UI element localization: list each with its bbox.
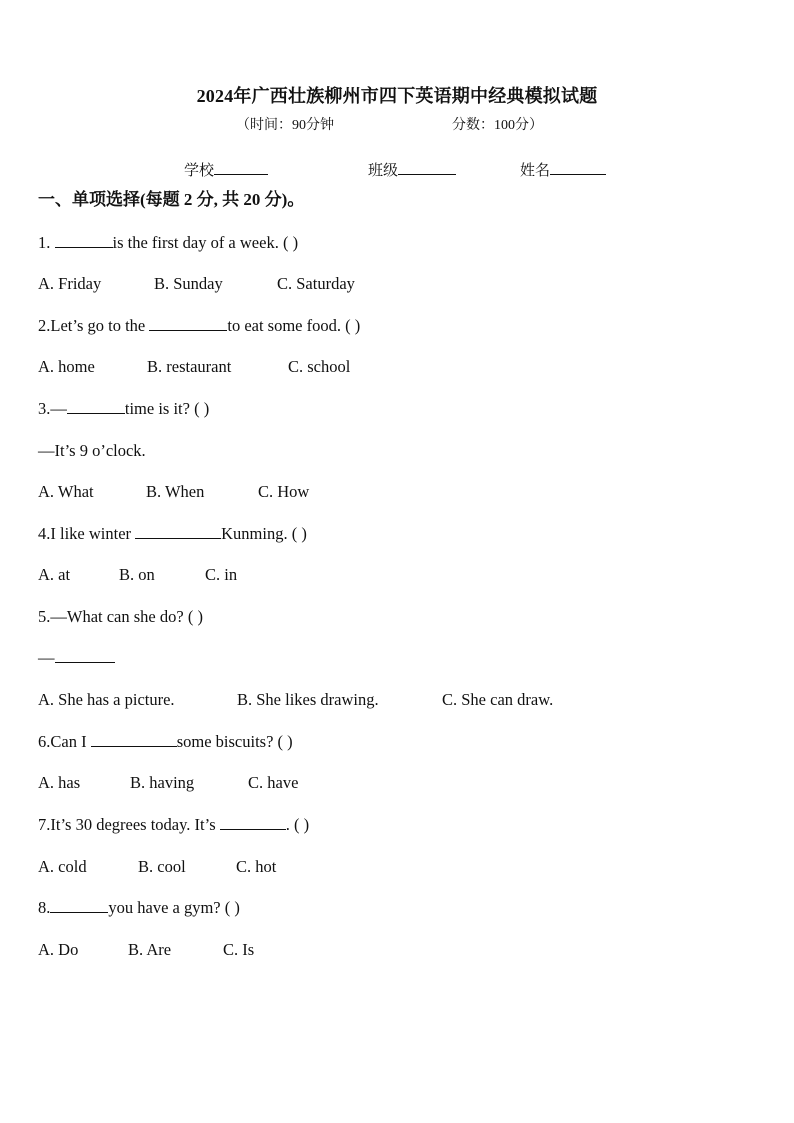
option-b[interactable]: B. on — [119, 565, 155, 584]
class-field — [368, 159, 456, 181]
question-4 — [38, 523, 307, 545]
question-text: time is it? ( ) — [124, 399, 210, 418]
question-6 — [38, 731, 293, 753]
option-b[interactable]: B. When — [146, 482, 205, 501]
option-a[interactable]: A. has — [38, 773, 81, 792]
exam-score: 分数：100分） — [452, 118, 543, 133]
reply-dash: — — [38, 648, 55, 667]
exam-time: （时间：90分钟 — [236, 118, 334, 133]
option-c[interactable]: C. She can draw. — [442, 690, 554, 709]
option-c[interactable]: C. Is — [223, 940, 255, 959]
question-text: . ( ) — [285, 815, 310, 834]
option-c[interactable]: C. hot — [236, 857, 277, 876]
question-text: 3.— — [38, 399, 67, 418]
question-text: is the first day of a week. ( ) — [112, 233, 299, 252]
option-b[interactable]: B. having — [130, 773, 195, 792]
question-8 — [38, 897, 240, 919]
class-label: 班级 — [368, 163, 399, 179]
option-c[interactable]: C. have — [248, 773, 299, 792]
school-label: 学校 — [184, 163, 215, 179]
school-blank[interactable] — [214, 159, 268, 175]
school-field — [184, 159, 268, 181]
answer-blank[interactable] — [91, 731, 177, 747]
answer-blank[interactable] — [67, 398, 125, 414]
question-text: Kunming. ( ) — [221, 524, 307, 543]
question-text: 7.It’s 30 degrees today. It’s — [38, 815, 216, 834]
section-heading: 一、单项选择(每题 2 分, 共 20 分)。 — [38, 190, 305, 209]
answer-blank[interactable] — [50, 897, 108, 913]
answer-blank[interactable] — [55, 647, 115, 663]
option-b[interactable]: B. restaurant — [147, 357, 232, 376]
question-text: 6.Can I — [38, 732, 87, 751]
question-7 — [38, 814, 309, 836]
option-a[interactable]: A. What — [38, 482, 94, 501]
question-5-reply — [38, 647, 115, 669]
option-c[interactable]: C. How — [258, 482, 310, 501]
option-b[interactable]: B. Are — [128, 940, 172, 959]
name-field — [520, 159, 606, 181]
answer-blank[interactable] — [220, 814, 286, 830]
question-text: 2.Let’s go to the — [38, 316, 146, 335]
option-b[interactable]: B. Sunday — [154, 274, 223, 293]
option-c[interactable]: C. Saturday — [277, 274, 355, 293]
question-text: to eat some food. ( ) — [227, 316, 361, 335]
option-a[interactable]: A. home — [38, 357, 95, 376]
option-c[interactable]: C. school — [288, 357, 351, 376]
option-a[interactable]: A. Friday — [38, 274, 102, 293]
question-text: you have a gym? ( ) — [108, 898, 240, 917]
question-text: some biscuits? ( ) — [176, 732, 293, 751]
answer-blank[interactable] — [149, 315, 227, 331]
answer-blank[interactable] — [135, 523, 221, 539]
question-text: 4.I like winter — [38, 524, 132, 543]
question-number: 8. — [38, 898, 51, 917]
question-5: 5.—What can she do? ( ) — [38, 607, 203, 626]
question-1 — [38, 232, 298, 254]
exam-title: 2024年广西壮族柳州市四下英语期中经典模拟试题 — [196, 86, 598, 106]
option-c[interactable]: C. in — [205, 565, 238, 584]
name-blank[interactable] — [550, 159, 606, 175]
option-b[interactable]: B. She likes drawing. — [237, 690, 379, 709]
option-b[interactable]: B. cool — [138, 857, 186, 876]
option-a[interactable]: A. at — [38, 565, 71, 584]
question-3-reply: —It’s 9 o’clock. — [38, 441, 146, 460]
option-a[interactable]: A. cold — [38, 857, 87, 876]
question-3 — [38, 398, 209, 420]
option-a[interactable]: A. She has a picture. — [38, 690, 175, 709]
question-2 — [38, 315, 360, 337]
option-a[interactable]: A. Do — [38, 940, 79, 959]
question-number: 1. — [38, 233, 51, 252]
name-label: 姓名 — [520, 163, 551, 179]
answer-blank[interactable] — [55, 232, 113, 248]
class-blank[interactable] — [398, 159, 456, 175]
